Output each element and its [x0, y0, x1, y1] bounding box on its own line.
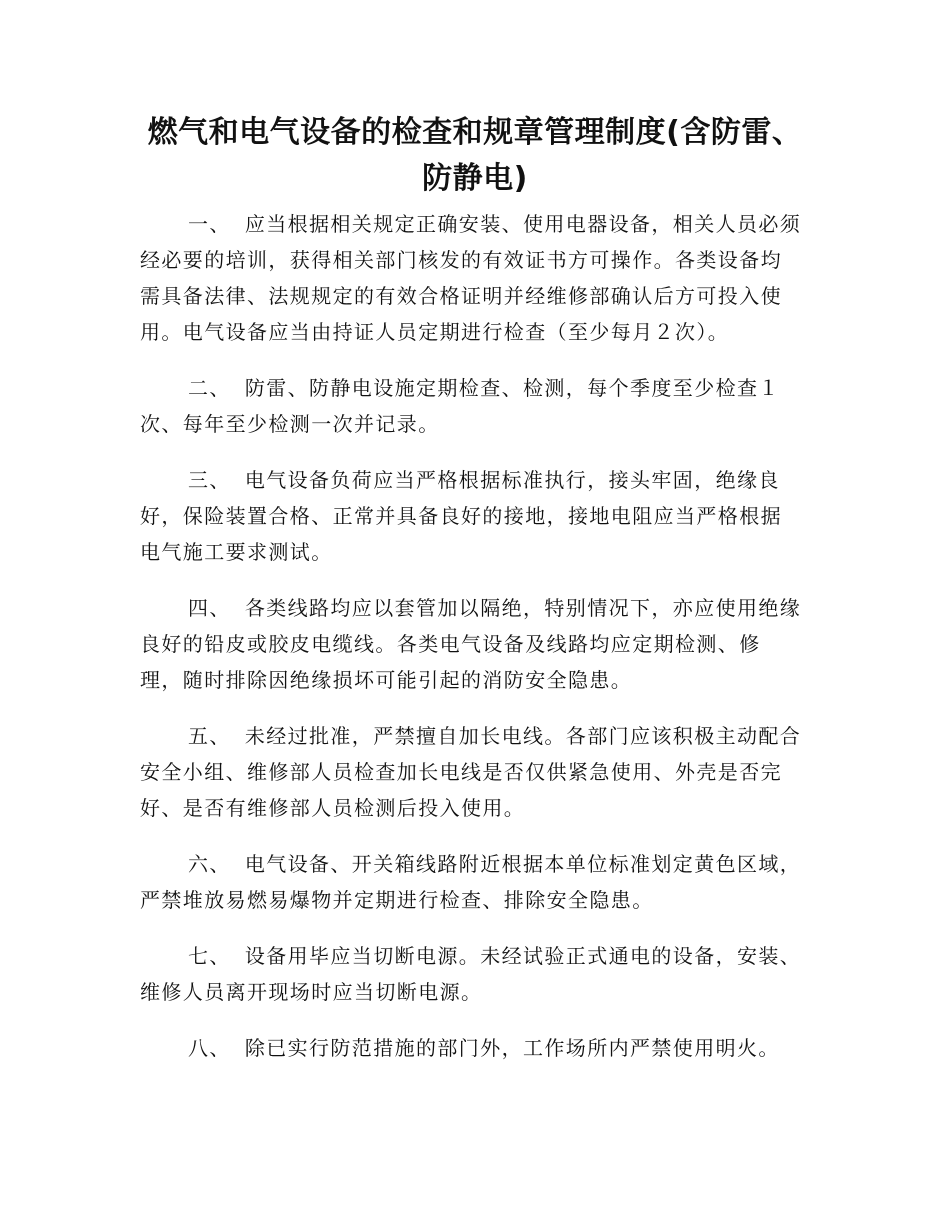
paragraph-text: 电气设备负荷应当严格根据标准执行，接头牢固，绝缘良 [244, 468, 780, 492]
document-title [140, 110, 810, 202]
paragraph-line: 严禁堆放易燃易爆物并定期进行检查、排除安全隐患。 [140, 888, 654, 912]
paragraph-text: 防雷、防静电设施定期检查、检测，每个季度至少检查１ [244, 376, 780, 400]
item-number: 一、 [188, 212, 231, 236]
title-line: 燃气和电气设备的检查和规章管理制度(含防雷、 [147, 115, 803, 150]
item-number: 六、 [188, 852, 231, 876]
paragraph-line: 维修人员离开现场时应当切断电源。 [140, 980, 483, 1004]
item-number: 八、 [188, 1036, 231, 1060]
paragraph-line: 理，随时排除因绝缘损坏可能引起的消防安全隐患。 [140, 668, 633, 692]
paragraph-1 [140, 206, 810, 350]
paragraph-line: 安全小组、维修部人员检查加长电线是否仅供紧急使用、外壳是否完 [140, 760, 782, 784]
item-number: 二、 [188, 376, 231, 400]
paragraph-line [140, 846, 810, 882]
item-number: 七、 [188, 944, 231, 968]
paragraph-line: 良好的铅皮或胶皮电缆线。各类电气设备及线路均应定期检测、修 [140, 632, 761, 656]
paragraph-line: 用。电气设备应当由持证人员定期进行检查（至少每月２次）。 [140, 320, 730, 344]
paragraph-line [140, 938, 810, 974]
paragraph-7 [140, 938, 810, 1010]
paragraph-line: 次、每年至少检测一次并记录。 [140, 412, 440, 436]
paragraph-line: 经必要的培训，获得相关部门核发的有效证书方可操作。各类设备均 [140, 248, 782, 272]
paragraph-text: 应当根据相关规定正确安装、使用电器设备，相关人员必须 [244, 212, 802, 236]
paragraph-text: 各类线路均应以套管加以隔绝，特别情况下，亦应使用绝缘 [244, 596, 802, 620]
item-number: 五、 [188, 724, 231, 748]
paragraph-text: 设备用毕应当切断电源。未经试验正式通电的设备，安装、 [244, 944, 802, 968]
paragraph-line [140, 718, 810, 754]
paragraph-line: 电气施工要求测试。 [140, 540, 333, 564]
paragraph-line: 好，保险装置合格、正常并具备良好的接地，接地电阻应当严格根据 [140, 504, 782, 528]
paragraph-line [140, 590, 810, 626]
paragraph-8 [140, 1030, 810, 1066]
paragraph-6 [140, 846, 810, 918]
paragraph-line: 需具备法律、法规规定的有效合格证明并经维修部确认后方可投入使 [140, 284, 782, 308]
title-line: 防静电) [422, 161, 528, 196]
paragraph-text: 除已实行防范措施的部门外，工作场所内严禁使用明火。 [244, 1036, 780, 1060]
paragraph-4 [140, 590, 810, 698]
item-number: 三、 [188, 468, 231, 492]
item-number: 四、 [188, 596, 231, 620]
paragraph-line: 好、是否有维修部人员检测后投入使用。 [140, 796, 526, 820]
paragraph-line [140, 206, 810, 242]
paragraph-2 [140, 370, 810, 442]
paragraph-line [140, 462, 810, 498]
document-body [140, 206, 810, 1086]
paragraph-line [140, 370, 810, 406]
paragraph-text: 电气设备、开关箱线路附近根据本单位标准划定黄色区域， [244, 852, 802, 876]
paragraph-3 [140, 462, 810, 570]
paragraph-text: 未经过批准，严禁擅自加长电线。各部门应该积极主动配合 [244, 724, 802, 748]
paragraph-5 [140, 718, 810, 826]
paragraph-line [140, 1030, 810, 1066]
